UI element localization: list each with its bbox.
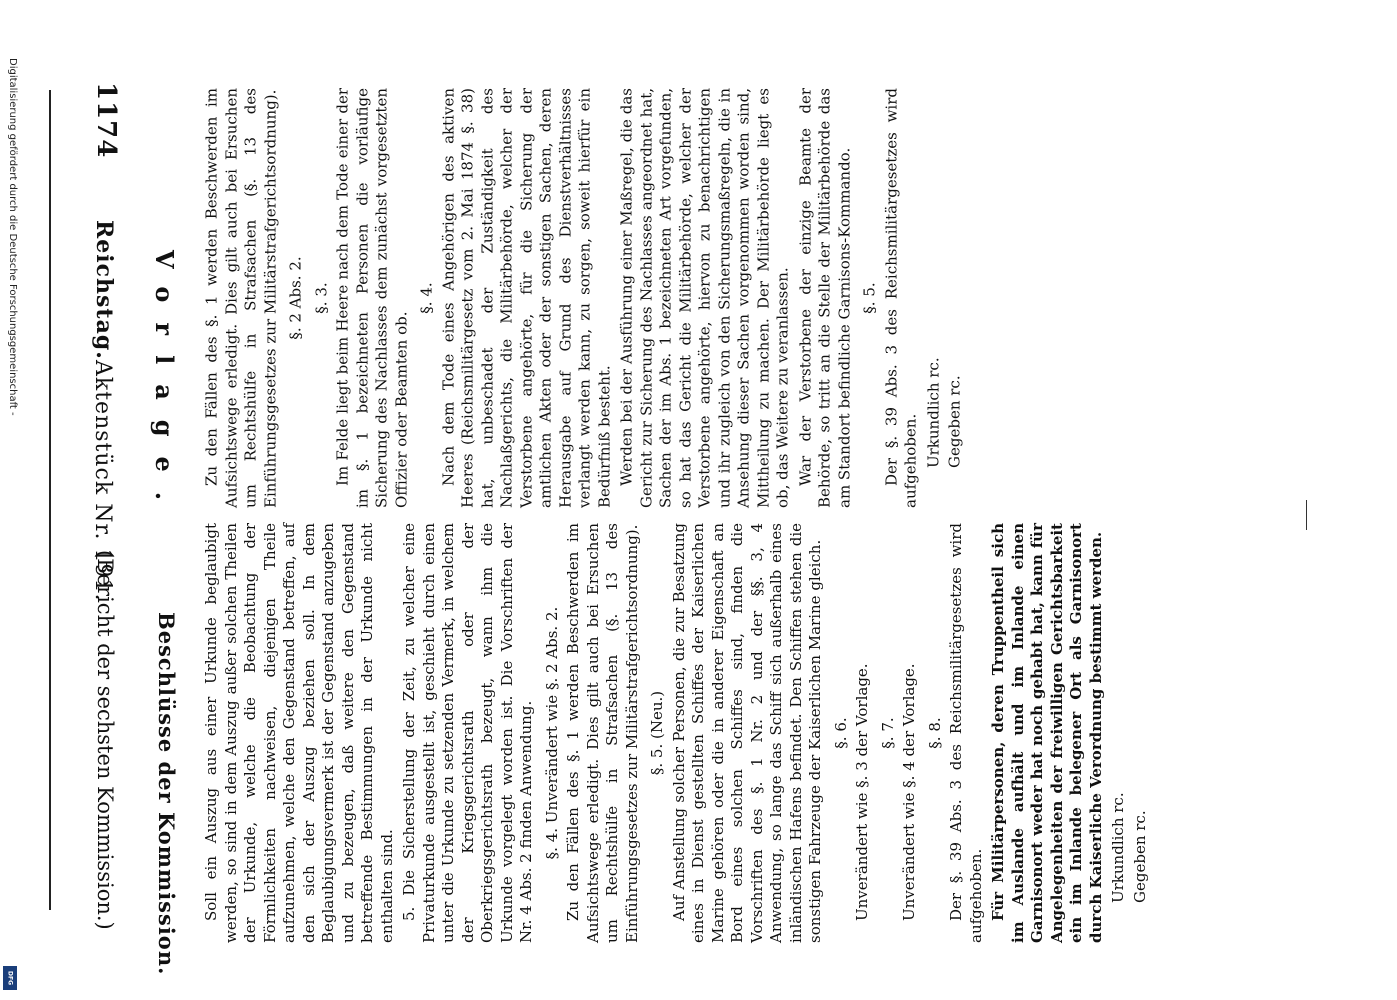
section-heading: §. 2 Abs. 2.: [286, 256, 305, 340]
paragraph: Werden bei der Ausführung einer Maßregel, die das Gericht zur Sicherung des Nachlasses angeordnet hat, Sachen der im Abs. 1 bezeichneten Art vorgefunden, so hat das Gericht die Militärbehörde, welcher der Verstorbene angehörte, hiervon zu benachrichtigen und ihr zugleich von den Sicherungsmaßregeln, die in Ansehung dieser Sachen vorgenommen worden sind, Mittheilung zu machen. Der Militärbehörde liegt es ob, das Weitere zu veranlassen.: [617, 88, 792, 508]
dfg-logo: DFG: [3, 966, 17, 990]
closing-line: Gegeben rc.: [1130, 810, 1149, 903]
paragraph: Unverändert wie §. 3 der Vorlage.: [853, 663, 871, 921]
left-column: [203, 88, 968, 508]
closing-line: Urkundlich rc.: [924, 357, 942, 468]
section-heading: §. 8.: [925, 717, 944, 749]
section-heading: §. 4. Unverändert wie §. 2 Abs. 2.: [542, 606, 561, 860]
paragraph: Nach dem Tode eines Angehörigen des aktiven Heeres (Reichsmilitärgesetz vom 2. Mai 1874 §. 38) hat, unbeschadet der Zuständigkeit des Nachlaßgerichts, die Militärbehörde, welcher der Verstorbene angehörte, für die Sicherung der amtlichen Akten oder der sonstigen Sachen, deren Herausgabe auf Grund des Dienstverhältnisses verlangt werden kann, zu sorgen, soweit hierfür ein Bedürfniß besteht.: [439, 88, 613, 508]
right-column: [202, 523, 1152, 943]
column-end-rule: [1306, 500, 1307, 530]
section-heading: §. 7.: [878, 717, 897, 749]
header-reichstag: Reichstag.: [91, 220, 117, 360]
bold-paragraph: Für Militärpersonen, deren Truppentheil sich im Auslande aufhält und im Inlande einen Garnisonort weder hat noch gehabt hat, kann für Angelegenheiten der freiwilligen Gerichtsbarkeit ein im Inlande belegener Ort als Garnisonort durch Kaiserliche Verordnung bestimmt werden.: [989, 523, 1105, 943]
paragraph: Zu den Fällen des §. 1 werden Beschwerden im Aufsichtswege erledigt. Dies gilt auch bei Ersuchen um Rechtshülfe in Strafsachen (§. 13 des Einführungsgesetzes zur Militärstrafgerichtsordnung).: [564, 523, 641, 943]
paragraph: Im Felde liegt beim Heere nach dem Tode einer der im §. 1 bezeichneten Personen die vorläufige Sicherung des Nachlasses dem zunächst vorgesetzten Offizier oder Beamten ob.: [333, 88, 410, 508]
header-report: (Bericht der sechsten Kommission.): [93, 550, 117, 930]
section-heading: §. 5. (Neu.): [648, 690, 666, 776]
paragraph: Soll ein Auszug aus einer Urkunde beglaubigt werden, so sind in dem Auszug außer solchen Theilen der Urkunde, welche die Beobachtung der Förmlichkeiten nachweisen, diejenigen Theile aufzunehmen, welche den Gegenstand betreffen, auf den sich der Auszug beziehen soll. In dem Beglaubigungsvermerk ist der Gegenstand anzugeben und zu bezeugen, daß weitere den Gegenstand betreffende Bestimmungen in der Urkunde nicht enthalten sind.: [202, 523, 396, 943]
header-aktenstueck: Aktenstück Nr. 191.: [90, 360, 115, 602]
closing-line: Urkundlich rc.: [1109, 792, 1127, 903]
left-column-title: Vorlage.: [150, 250, 179, 521]
paragraph: 5. Die Sicherstellung der Zeit, zu welcher eine Privaturkunde ausgestellt ist, geschieht durch einen unter die Urkunde zu setzenden Vermerk, in welchem der Kriegsgerichtsrath oder der Oberkriegsgerichtsrath bezeugt, wann ihm die Urkunde vorgelegt worden ist. Die Vorschriften der Nr. 4 Abs. 2 finden Anwendung.: [400, 523, 535, 943]
paragraph: Unverändert wie §. 4 der Vorlage.: [900, 663, 918, 921]
section-heading: §. 5.: [860, 282, 879, 314]
digitization-footer: [0, 0, 22, 1000]
section-heading: §. 3.: [312, 282, 330, 314]
paragraph: Zu den Fällen des §. 1 werden Beschwerden im Aufsichtswege erledigt. Dies gilt auch bei Ersuchen um Rechtshülfe in Strafsachen (§. 13 des Einführungsgesetzes zur Militärstrafgerichtsordnung).: [202, 88, 279, 508]
digitization-note: Digitalisierung gefördert durch die Deutsche Forschungsgemeinschaft -: [7, 58, 18, 416]
right-column-title: Beschlüsse der Kommission.: [154, 612, 179, 976]
closing-line: Gegeben rc.: [945, 375, 964, 468]
paragraph: Der §. 39 Abs. 3 des Reichsmilitärgesetzes wird aufgehoben.: [882, 88, 920, 508]
paragraph: Auf Anstellung solcher Personen, die zur Besatzung eines in Dienst gestellten Schiffes der Kaiserlichen Marine gehören oder die in anderer Eigenschaft an Bord eines solchen Schiffes sind, finden die Vorschriften des §. 1 Nr. 2 und der §§. 3, 4 Anwendung, so lange das Schiff sich außerhalb eines inländischen Hafens befindet. Den Schiffen stehen die sonstigen Fahrzeuge der Kaiserlichen Marine gleich.: [669, 523, 824, 943]
paragraph: Der §. 39 Abs. 3 des Reichsmilitärgesetzes wird aufgehoben.: [947, 523, 985, 943]
page-number: 1174: [91, 82, 121, 159]
section-heading: §. 4.: [417, 282, 436, 314]
paragraph: War der Verstorbene der einzige Beamte der Behörde, so tritt an die Stelle der Militärbehörde das am Standort befindliche Garnisons-Kommando.: [796, 88, 853, 508]
section-heading: §. 6.: [831, 717, 850, 749]
header-rule: [49, 90, 51, 910]
